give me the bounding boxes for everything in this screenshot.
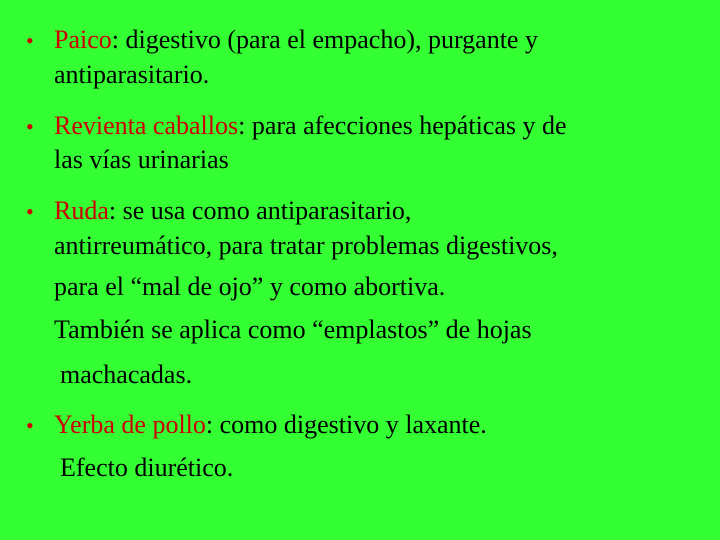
description-text: : digestivo (para el empacho), purgante y	[111, 25, 538, 54]
plant-term: Revienta caballos	[54, 111, 239, 140]
description-text: las vías urinarias	[54, 145, 229, 174]
bullet-icon: •	[26, 114, 34, 139]
list-item-line	[54, 196, 411, 226]
list-item-line	[54, 410, 487, 440]
bullet-icon: •	[26, 28, 34, 53]
bullet-icon: •	[26, 413, 34, 438]
description-text: para el “mal de ojo” y como abortiva.	[54, 272, 446, 301]
plant-term: Yerba de pollo	[54, 410, 206, 439]
list-item-line	[54, 25, 538, 55]
description-text: : como digestivo y laxante.	[205, 410, 487, 439]
plant-term: Ruda	[54, 196, 109, 225]
description-text: : para afecciones hepáticas y de	[238, 111, 567, 140]
description-text: También se aplica como “emplastos” de hojas	[54, 315, 532, 344]
plant-term: Paico	[54, 25, 112, 54]
description-text: antiparasitario.	[54, 60, 210, 89]
description-text: : se usa como antiparasitario,	[108, 196, 412, 225]
list-item-line	[54, 111, 567, 141]
description-text: Efecto diurético.	[60, 453, 234, 482]
description-text: machacadas.	[60, 360, 193, 389]
bullet-icon: •	[26, 199, 34, 224]
description-text: antirreumático, para tratar problemas digestivos,	[54, 231, 558, 260]
